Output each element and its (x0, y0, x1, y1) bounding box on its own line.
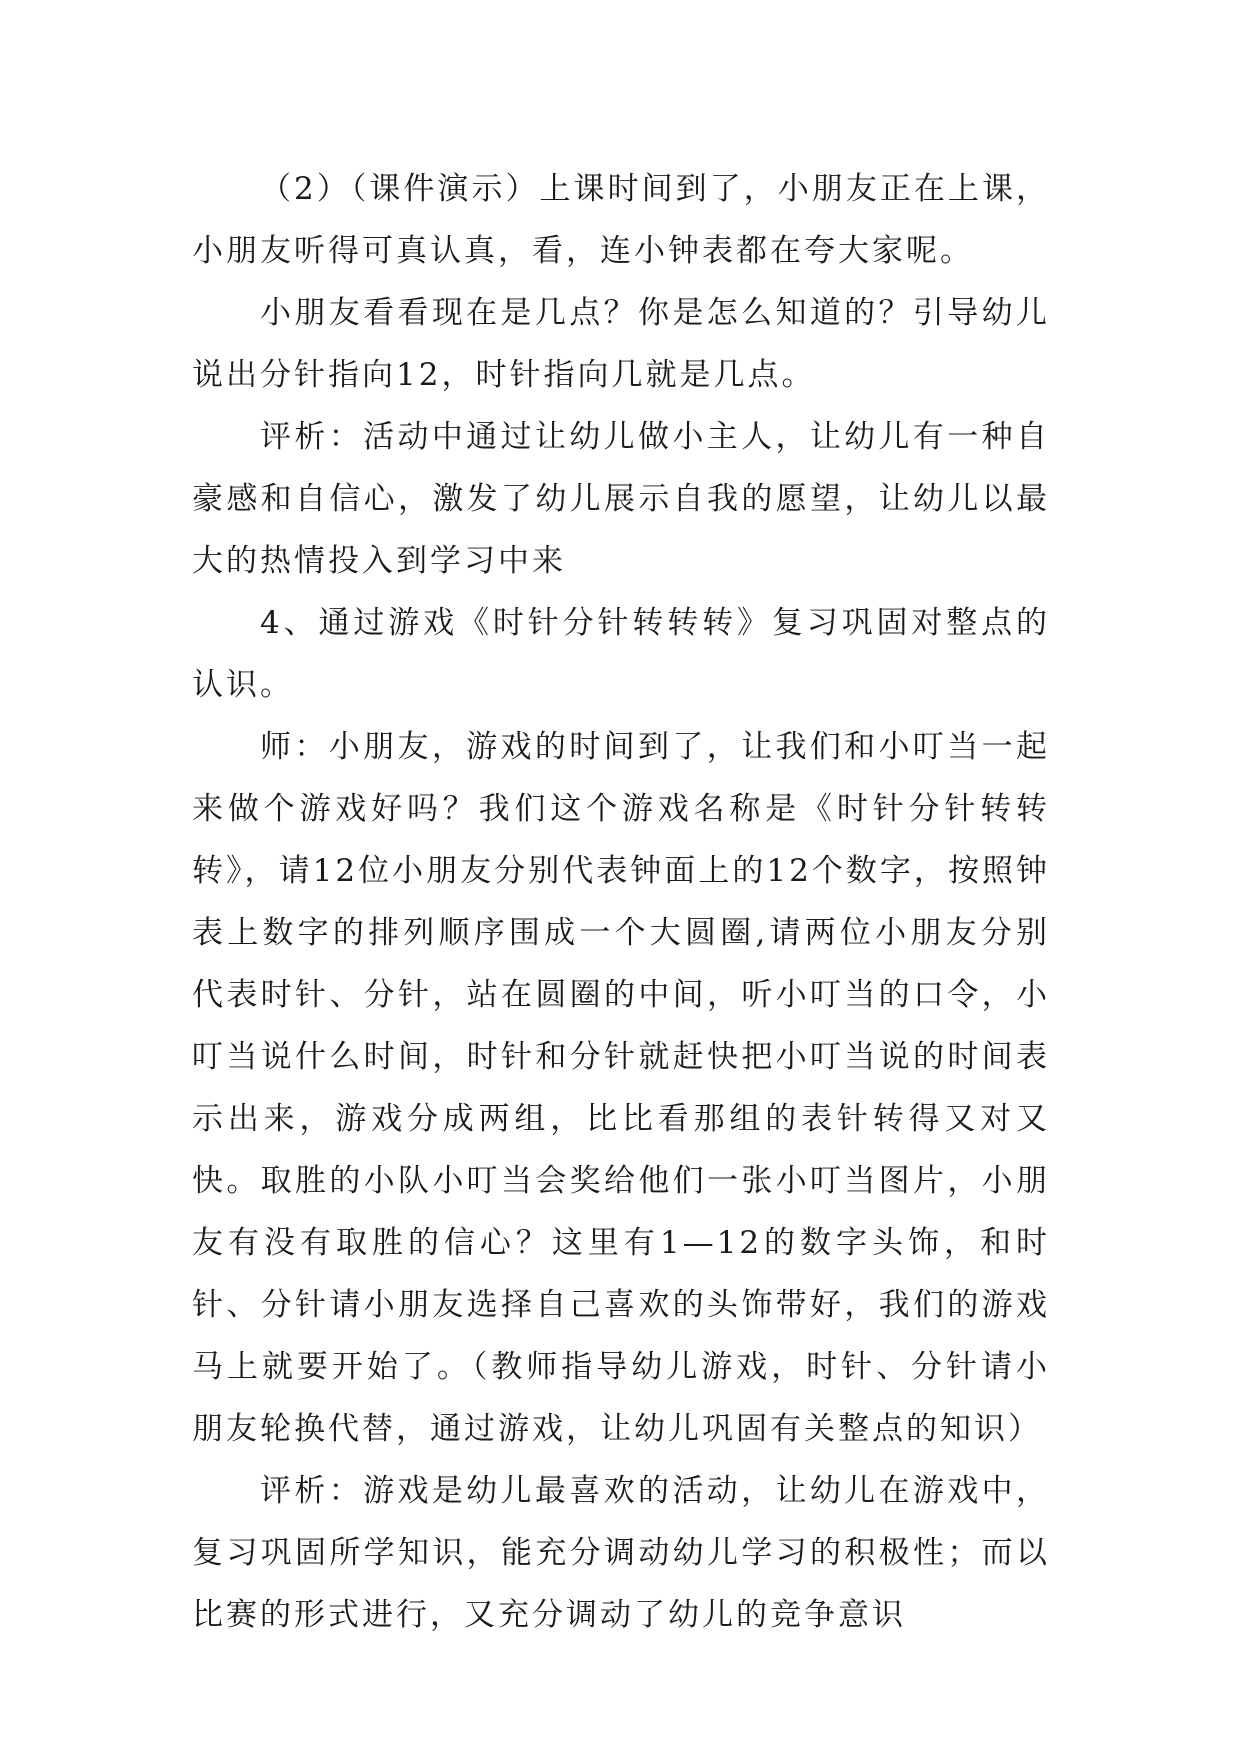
paragraph-analysis-1: 评析：活动中通过让幼儿做小主人，让幼儿有一种自豪感和自信心，激发了幼儿展示自我的愿望，让幼儿以最大的热情投入到学习中来 (192, 419, 1050, 579)
paragraph-game-instructions: 师：小朋友，游戏的时间到了，让我们和小叮当一起来做个游戏好吗？我们这个游戏名称是《时针分针转转转》，请12位小朋友分别代表钟面上的12个数字，按照钟表上数字的排列顺序围成一个大圆圈,请两位小朋友分别代表时针、分针，站在圆圈的中间，听小叮当的口令，小叮当说什么时间，时针和分针就赶快把小叮当说的时间表示出来，游戏分成两组，比比看那组的表针转得又对又快。取胜的小队小叮当会奖给他们一张小叮当图片，小朋友有没有取胜的信心？这里有1—12的数字头饰，和时针、分针请小朋友选择自己喜欢的头饰带好，我们的游戏马上就要开始了。（教师指导幼儿游戏，时针、分针请小朋友轮换代替，通过游戏，让幼儿巩固有关整点的知识） (192, 729, 1050, 1447)
paragraph-analysis-2: 评析：游戏是幼儿最喜欢的活动，让幼儿在游戏中，复习巩固所学知识，能充分调动幼儿学习的积极性；而以比赛的形式进行，又充分调动了幼儿的竞争意识 (192, 1473, 1050, 1633)
paragraph-what-time: 小朋友看看现在是几点？你是怎么知道的？引导幼儿说出分针指向12，时针指向几就是几点。 (192, 295, 1050, 393)
paragraph-courseware-demo: （2）（课件演示）上课时间到了，小朋友正在上课，小朋友听得可真认真，看，连小钟表都在夸大家呢。 (192, 171, 1050, 269)
document-page (192, 158, 1050, 1646)
paragraph-step-4: 4、通过游戏《时针分针转转转》复习巩固对整点的认识。 (192, 605, 1050, 703)
